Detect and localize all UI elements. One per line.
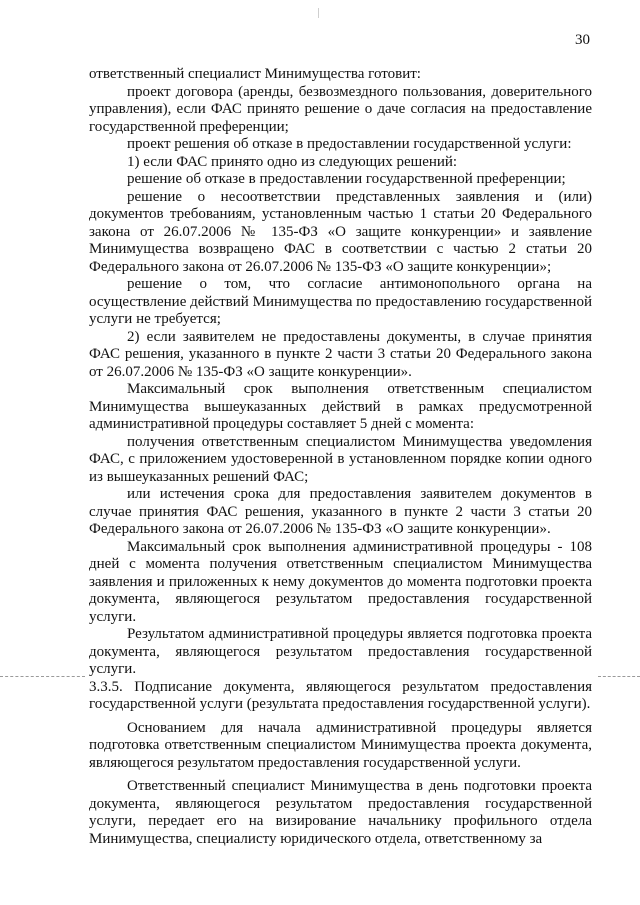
paragraph: решение о несоответствии представленных заявления и (или) документов требованиям, установленным частью 1 статьи 20 Федерального закона от 26.07.2006 № 135-ФЗ «О защите конкуренции» и заявление Минимущества возвращено ФАС в соответствии с частью 2 статьи 20 Федерального закона от 26.07.2006 № 135-ФЗ «О защите конкуренции»; bbox=[89, 188, 592, 275]
paragraph: Максимальный срок выполнения административной процедуры - 108 дней с момента получения ответственным специалистом Минимущества заявления и приложенных к нему документов до момента подготовки проекта документа, являющегося результатом предоставления государственной услуги. bbox=[89, 538, 592, 625]
paragraph: Максимальный срок выполнения ответственным специалистом Минимущества вышеуказанных действий в рамках предусмотренной административной процедуры составляет 5 дней с момента: bbox=[89, 381, 592, 432]
paragraph: Результатом административной процедуры является подготовка проекта документа, являющегося результатом предоставления государственной услуги. bbox=[89, 626, 592, 677]
section-heading: 3.3.5. Подписание документа, являющегося результатом предоставления государственной услуги (результата предоставления государственной услуги). bbox=[89, 678, 592, 712]
page-number: 30 bbox=[575, 32, 590, 48]
paragraph: получения ответственным специалистом Минимущества уведомления ФАС, с приложением удостоверенной в установленном порядке копии одного из вышеуказанных решений ФАС; bbox=[89, 433, 592, 485]
scan-fold-line bbox=[0, 676, 85, 677]
document-body bbox=[89, 66, 592, 848]
scan-fold-line bbox=[598, 676, 640, 677]
paragraph: ответственный специалист Минимущества готовит: bbox=[89, 66, 421, 82]
paragraph: Основанием для начала административной процедуры является подготовка ответственным специалистом Минимущества проекта документа, являющегося результатом предоставления государственной услуги. bbox=[89, 719, 592, 771]
paragraph: проект решения об отказе в предоставлении государственной услуги: bbox=[127, 136, 572, 152]
paragraph: 2) если заявителем не предоставлены документы, в случае принятия ФАС решения, указанного в пункте 2 части 3 статьи 20 Федерального закона от 26.07.2006 № 135-ФЗ «О защите конкуренции». bbox=[89, 328, 592, 380]
paragraph: проект договора (аренды, безвозмездного пользования, доверительного управления), если ФАС принято решение о даче согласия на предоставление государственной преференции; bbox=[89, 83, 592, 135]
paragraph: или истечения срока для предоставления заявителем документов в случае принятия ФАС решения, указанного в пункте 2 части 3 статьи 20 Федерального закона от 26.07.2006 № 135-ФЗ «О защите конкуренции». bbox=[89, 486, 592, 537]
paragraph: 1) если ФАС принято одно из следующих решений: bbox=[127, 153, 458, 170]
paragraph: Ответственный специалист Минимущества в день подготовки проекта документа, являющегося результатом предоставления государственной услуги, передает его на визирование начальнику профильного отдела Минимущества, специалисту юридического отдела, ответственному за bbox=[89, 778, 592, 847]
paragraph: решение об отказе в предоставлении государственной преференции; bbox=[127, 171, 566, 187]
paragraph: решение о том, что согласие антимонопольного органа на осуществление действий Минимущества по предоставлению государственной услуги не требуется; bbox=[89, 276, 592, 327]
scan-artifact bbox=[318, 8, 319, 18]
